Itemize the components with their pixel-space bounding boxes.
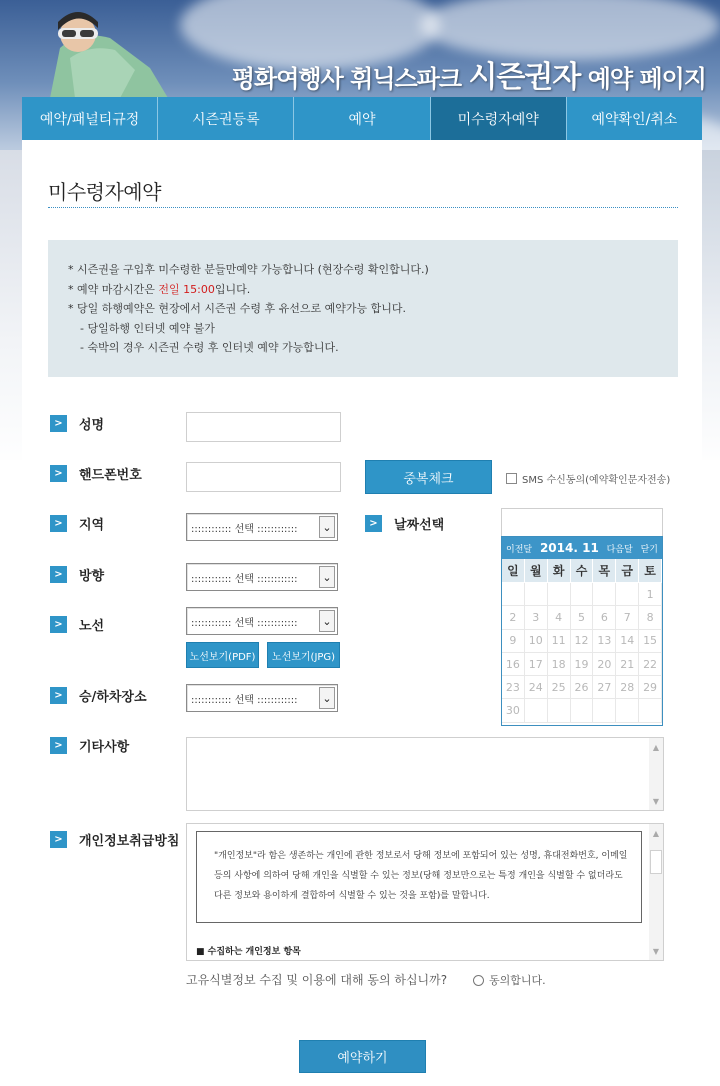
scroll-up-icon[interactable]: ▲: [652, 828, 660, 838]
chevron-right-icon: >: [50, 566, 67, 583]
calendar-day[interactable]: 25: [548, 676, 571, 699]
calendar-day[interactable]: 24: [525, 676, 548, 699]
calendar-day[interactable]: 19: [571, 653, 594, 676]
calendar-day: [502, 583, 525, 606]
region-row: [50, 514, 104, 533]
phone-input[interactable]: [186, 462, 341, 492]
calendar-day[interactable]: 15: [639, 630, 662, 653]
calendar-weekday: 화: [548, 559, 571, 583]
direction-row: [50, 565, 104, 584]
calendar-day: [571, 699, 594, 722]
sms-consent[interactable]: [506, 471, 670, 486]
route-label: 노선: [79, 619, 105, 634]
privacy-scrollbar[interactable]: [649, 824, 663, 960]
calendar-header: [502, 537, 662, 559]
calendar-day[interactable]: 6: [593, 606, 616, 629]
calendar-day[interactable]: 18: [548, 653, 571, 676]
calendar-day: [593, 583, 616, 606]
chevron-right-icon: >: [50, 831, 67, 848]
calendar-day[interactable]: 13: [593, 630, 616, 653]
calendar-day[interactable]: 27: [593, 676, 616, 699]
calendar-day[interactable]: 10: [525, 630, 548, 653]
scroll-down-icon[interactable]: ▼: [652, 796, 660, 806]
agree-question: 고유식별정보 수집 및 이용에 대해 동의 하십니까?: [186, 973, 448, 987]
route-row: [50, 615, 104, 634]
sms-consent-checkbox[interactable]: [506, 473, 517, 484]
calendar-day[interactable]: 22: [639, 653, 662, 676]
privacy-textarea[interactable]: [186, 823, 664, 961]
calendar-day: [616, 583, 639, 606]
name-row: [50, 414, 104, 433]
submit-button[interactable]: 예약하기: [299, 1040, 426, 1073]
calendar-day[interactable]: 9: [502, 630, 525, 653]
calendar-day[interactable]: 8: [639, 606, 662, 629]
chevron-down-icon[interactable]: ⌄: [319, 610, 335, 632]
chevron-right-icon: >: [50, 687, 67, 704]
nav-unreceived-reservation[interactable]: 미수령자예약: [431, 97, 567, 140]
stop-label: 승/하차장소: [79, 690, 147, 705]
site-title: [232, 52, 706, 96]
calendar-day: [639, 699, 662, 722]
calendar-day: [616, 699, 639, 722]
calendar-day: [548, 699, 571, 722]
chevron-right-icon: >: [365, 515, 382, 532]
calendar-day[interactable]: 1: [639, 583, 662, 606]
direction-label: 방향: [79, 569, 105, 584]
chevron-right-icon: >: [50, 415, 67, 432]
main-nav: [22, 97, 702, 140]
calendar-popup: [501, 536, 663, 726]
calendar-day: [593, 699, 616, 722]
name-input[interactable]: [186, 412, 341, 442]
direction-select[interactable]: :::::::::::: 선택 :::::::::::: ⌄: [186, 563, 338, 591]
calendar-day[interactable]: 4: [548, 606, 571, 629]
calendar-day[interactable]: 30: [502, 699, 525, 722]
notice-line: * 시즌권을 구입후 미수령한 분들만예약 가능합니다 (현장수령 확인합니다.): [68, 263, 429, 276]
calendar-weekday: 일: [502, 559, 525, 583]
calendar-day[interactable]: 28: [616, 676, 639, 699]
calendar-day: [525, 583, 548, 606]
calendar-grid: [502, 559, 662, 723]
calendar-close-link[interactable]: 닫기: [640, 544, 658, 555]
chevron-down-icon[interactable]: ⌄: [319, 566, 335, 588]
etc-textarea[interactable]: [186, 737, 664, 811]
agree-radio[interactable]: [473, 975, 484, 986]
stop-select[interactable]: :::::::::::: 선택 :::::::::::: ⌄: [186, 684, 338, 712]
phone-label: 핸드폰번호: [79, 468, 142, 483]
chevron-down-icon[interactable]: ⌄: [319, 687, 335, 709]
calendar-day[interactable]: 23: [502, 676, 525, 699]
notice-line: - 숙박의 경우 시즌권 수령 후 인터넷 예약 가능합니다.: [80, 341, 339, 354]
notice-box: [48, 240, 678, 377]
calendar-weekday: 수: [571, 559, 594, 583]
scroll-down-icon[interactable]: ▼: [652, 946, 660, 956]
site-title-part3: 예약 페이지: [580, 65, 706, 93]
sms-consent-label: SMS 수신동의(예약확인문자전송): [522, 475, 671, 486]
calendar-day[interactable]: 5: [571, 606, 594, 629]
calendar-day[interactable]: 29: [639, 676, 662, 699]
next-month-link[interactable]: 다음달: [606, 544, 633, 555]
stop-row: [50, 686, 147, 705]
calendar-weekday: 금: [616, 559, 639, 583]
nav-penalty-rules[interactable]: 예약/패널티규정: [22, 97, 158, 140]
calendar-day[interactable]: 16: [502, 653, 525, 676]
calendar-day[interactable]: 2: [502, 606, 525, 629]
calendar-day[interactable]: 26: [571, 676, 594, 699]
calendar-weekday: 월: [525, 559, 548, 583]
nav-reservation[interactable]: 예약: [294, 97, 430, 140]
region-select[interactable]: :::::::::::: 선택 :::::::::::: ⌄: [186, 513, 338, 541]
calendar-year-month: 2014. 11: [539, 541, 599, 555]
etc-scrollbar[interactable]: [649, 738, 663, 810]
calendar-day[interactable]: 21: [616, 653, 639, 676]
date-row: [365, 514, 444, 533]
chevron-right-icon: >: [50, 616, 67, 633]
calendar-day[interactable]: 3: [525, 606, 548, 629]
agree-option[interactable]: [473, 972, 546, 988]
snowboarder-image: [40, 8, 180, 98]
route-pdf-button[interactable]: 노선보기(PDF): [186, 642, 259, 668]
chevron-right-icon: >: [50, 737, 67, 754]
agree-option-label: 동의합니다.: [489, 974, 546, 987]
privacy-label: 개인정보취급방침: [79, 834, 180, 849]
calendar-day: [571, 583, 594, 606]
chevron-right-icon: >: [50, 465, 67, 482]
etc-label: 기타사항: [79, 740, 130, 755]
etc-row: [50, 736, 129, 755]
name-label: 성명: [79, 418, 105, 433]
privacy-row: [50, 830, 179, 849]
calendar-day[interactable]: 17: [525, 653, 548, 676]
nav-season-pass-register[interactable]: 시즌권등록: [158, 97, 294, 140]
notice-line: * 당일 하행예약은 현장에서 시즌권 수령 후 유선으로 예약가능 합니다.: [68, 302, 406, 315]
scroll-thumb[interactable]: [650, 850, 662, 874]
privacy-section-heading: ■ 수집하는 개인정보 항목: [196, 947, 301, 957]
calendar-day[interactable]: 20: [593, 653, 616, 676]
calendar-day[interactable]: 7: [616, 606, 639, 629]
prev-month-link[interactable]: 이전달: [506, 544, 533, 555]
date-label: 날짜선택: [394, 518, 445, 533]
chevron-right-icon: >: [50, 515, 67, 532]
calendar-day[interactable]: 14: [616, 630, 639, 653]
nav-check-cancel[interactable]: 예약확인/취소: [591, 111, 678, 128]
calendar-day: [525, 699, 548, 722]
page-title: 미수령자예약: [48, 180, 161, 204]
region-label: 지역: [79, 518, 105, 533]
site-title-part2: 시즌권자: [468, 60, 581, 95]
site-title-part1: 평화여행사 휘닉스파크: [231, 65, 469, 93]
duplicate-check-button[interactable]: 중복체크: [365, 460, 492, 494]
chevron-down-icon[interactable]: ⌄: [319, 516, 335, 538]
route-select[interactable]: :::::::::::: 선택 :::::::::::: ⌄: [186, 607, 338, 635]
notice-line: - 당일하행 인터넷 예약 불가: [80, 321, 215, 335]
route-jpg-button[interactable]: 노선보기(JPG): [267, 642, 340, 668]
date-input[interactable]: [501, 508, 663, 537]
title-divider: [48, 207, 678, 208]
privacy-text: "개인정보"라 함은 생존하는 개인에 관한 정보로서 당해 정보에 포함되어 있는 성명, 휴대전화번호, 이메일 등의 사항에 의하여 당해 개인을 식별할 수 있는 정보(당해 정보만으로는 특정 개인을 식별할 수 없더라도 다른 정보와 용이하게 결합하여 식별할 수 있는 것을 포함)를 말합니다.: [196, 831, 642, 923]
phone-row: [50, 464, 142, 483]
calendar-day[interactable]: 12: [571, 630, 594, 653]
calendar-weekday: 목: [593, 559, 616, 583]
content-panel: [22, 140, 702, 1086]
calendar-day: [548, 583, 571, 606]
calendar-weekday: 토: [639, 559, 662, 583]
notice-line: * 예약 마감시간은 전일 15:00입니다.: [68, 282, 251, 296]
calendar-day[interactable]: 11: [548, 630, 571, 653]
scroll-up-icon[interactable]: ▲: [652, 742, 660, 752]
